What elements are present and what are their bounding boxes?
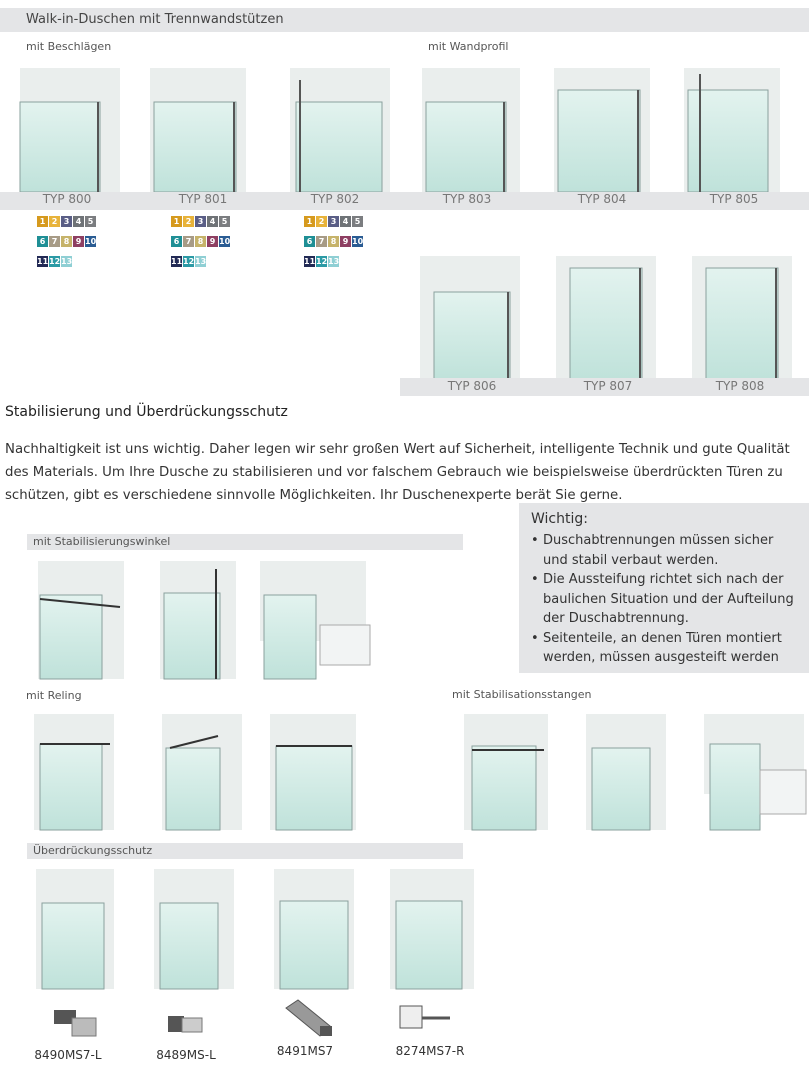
color-swatch: 1: [37, 216, 48, 227]
wichtig-item: • Duschabtrennungen müssen sicher und stabil verbaut werden.: [531, 531, 799, 570]
color-swatch: 7: [183, 236, 194, 247]
color-swatch: 1: [304, 216, 315, 227]
color-swatch: 3: [328, 216, 339, 227]
type-label: TYP 801: [178, 192, 228, 206]
color-swatch: 6: [171, 236, 182, 247]
color-swatch: 10: [85, 237, 97, 246]
color-swatch: 3: [195, 216, 206, 227]
type-label: TYP 807: [583, 379, 633, 393]
stabilisierungswinkel-images: [20, 555, 380, 680]
shower-stange-1: [464, 714, 548, 830]
shower-typ-806: [420, 256, 520, 380]
shower-reling-1: [34, 714, 114, 830]
wichtig-item: • Die Aussteifung richtet sich nach der baulichen Situation und der Aufteilung der Duschabtrennung.: [531, 570, 799, 629]
reling-stangen-images: [20, 710, 809, 835]
color-swatches-typ-801: [171, 209, 251, 269]
shower-typ-807: [556, 256, 656, 380]
hardware-8491-icon: [280, 996, 336, 1040]
label-mit-wandprofil: mit Wandprofil: [428, 40, 509, 53]
color-swatch: 3: [61, 216, 72, 227]
hardware-8274-icon: [394, 1000, 454, 1036]
color-swatch: 5: [352, 216, 363, 227]
color-swatch: 7: [316, 236, 327, 247]
shower-typ-801: [150, 68, 246, 192]
color-swatch: 10: [352, 237, 364, 246]
shower-ueber-4: [390, 869, 474, 989]
code-label: 8490MS7-L: [34, 1048, 102, 1062]
color-swatch: 12: [316, 257, 328, 266]
color-swatch: 11: [37, 257, 49, 266]
label-stabilisierungswinkel: mit Stabilisierungswinkel: [27, 534, 463, 550]
shower-reling-3: [270, 714, 356, 830]
hardware-8490-icon: [50, 1004, 100, 1040]
color-swatch: 13: [195, 257, 207, 266]
code-label: 8489MS-L: [156, 1048, 216, 1062]
wichtig-title: Wichtig:: [531, 511, 588, 527]
color-swatch: 8: [328, 236, 339, 247]
wichtig-item: • Seitenteile, an denen Türen montiert werden, müssen ausgesteift werden: [531, 629, 799, 668]
page-title: Walk-in-Duschen mit Trennwandstützen: [0, 8, 809, 32]
shower-ueber-3: [274, 869, 354, 989]
type-label: TYP 802: [310, 192, 360, 206]
shower-ueber-1: [36, 869, 114, 989]
type-label: TYP 806: [447, 379, 497, 393]
color-swatch: 9: [73, 236, 84, 247]
type-label: TYP 800: [42, 192, 92, 206]
color-swatch: 8: [61, 236, 72, 247]
color-swatch: 13: [61, 257, 73, 266]
shower-reling-2: [162, 714, 242, 830]
code-label: 8491MS7: [276, 1044, 334, 1058]
type-label: TYP 803: [442, 192, 492, 206]
color-swatch: 5: [85, 216, 96, 227]
color-swatch: 8: [195, 236, 206, 247]
color-swatch: 9: [207, 236, 218, 247]
section-paragraph: Nachhaltigkeit ist uns wichtig. Daher legen wir sehr großen Wert auf Sicherheit, intelligente Technik und gute Qualität des Materials. Um Ihre Dusche zu stabilisieren und vor falschem Gebrauch wie beispielsweise überdrückten Türen zu schützen, gibt es verschiedene sinnvolle Möglichkeiten. Ihr Duschenexperte berät Sie gerne.: [5, 442, 790, 503]
section-heading: Stabilisierung und Überdrückungsschutz: [5, 404, 288, 420]
shower-stab-2: [160, 561, 236, 679]
color-swatch: 6: [304, 236, 315, 247]
shower-typ-800: [20, 68, 120, 192]
shower-row-1: [10, 60, 809, 192]
label-mit-reling: mit Reling: [0, 688, 809, 704]
wichtig-box: [519, 503, 809, 673]
color-swatch: 11: [304, 257, 316, 266]
shower-stange-2: [586, 714, 666, 830]
color-swatch: 2: [183, 216, 194, 227]
color-swatch: 1: [171, 216, 182, 227]
shower-stab-1: [38, 561, 124, 679]
color-swatches-typ-802: [304, 209, 384, 269]
color-swatches-typ-800: [37, 209, 117, 269]
color-swatch: 4: [340, 216, 351, 227]
shower-row-2: [400, 250, 809, 380]
color-swatch: 13: [328, 257, 340, 266]
shower-typ-803: [422, 68, 520, 192]
shower-typ-804: [554, 68, 650, 192]
color-swatch: 9: [340, 236, 351, 247]
shower-ueber-2: [154, 869, 234, 989]
shower-typ-802: [290, 68, 390, 192]
color-swatch: 7: [49, 236, 60, 247]
color-swatch: 11: [171, 257, 183, 266]
label-mit-beschlaegen: mit Beschlägen: [26, 40, 112, 53]
code-label: 8274MS7-R: [395, 1044, 465, 1058]
hardware-8489-icon: [166, 1010, 206, 1038]
ueberdrueckung-images: [20, 865, 480, 995]
type-label: TYP 808: [715, 379, 765, 393]
color-swatch: 6: [37, 236, 48, 247]
shower-typ-808: [692, 256, 792, 380]
shower-typ-805: [684, 68, 780, 192]
shower-stange-3: [704, 714, 806, 830]
color-swatch: 4: [207, 216, 218, 227]
color-swatch: 10: [219, 237, 231, 246]
color-swatch: 5: [219, 216, 230, 227]
color-swatch: 2: [316, 216, 327, 227]
type-label: TYP 805: [709, 192, 759, 206]
color-swatch: 4: [73, 216, 84, 227]
color-swatch: 12: [49, 257, 61, 266]
color-swatch: 12: [183, 257, 195, 266]
label-ueberdrueckungsschutz: Überdrückungsschutz: [27, 843, 463, 859]
label-mit-stabilisationsstangen: mit Stabilisationsstangen: [452, 688, 592, 701]
type-label: TYP 804: [577, 192, 627, 206]
color-swatch: 2: [49, 216, 60, 227]
shower-stab-3: [260, 561, 370, 679]
